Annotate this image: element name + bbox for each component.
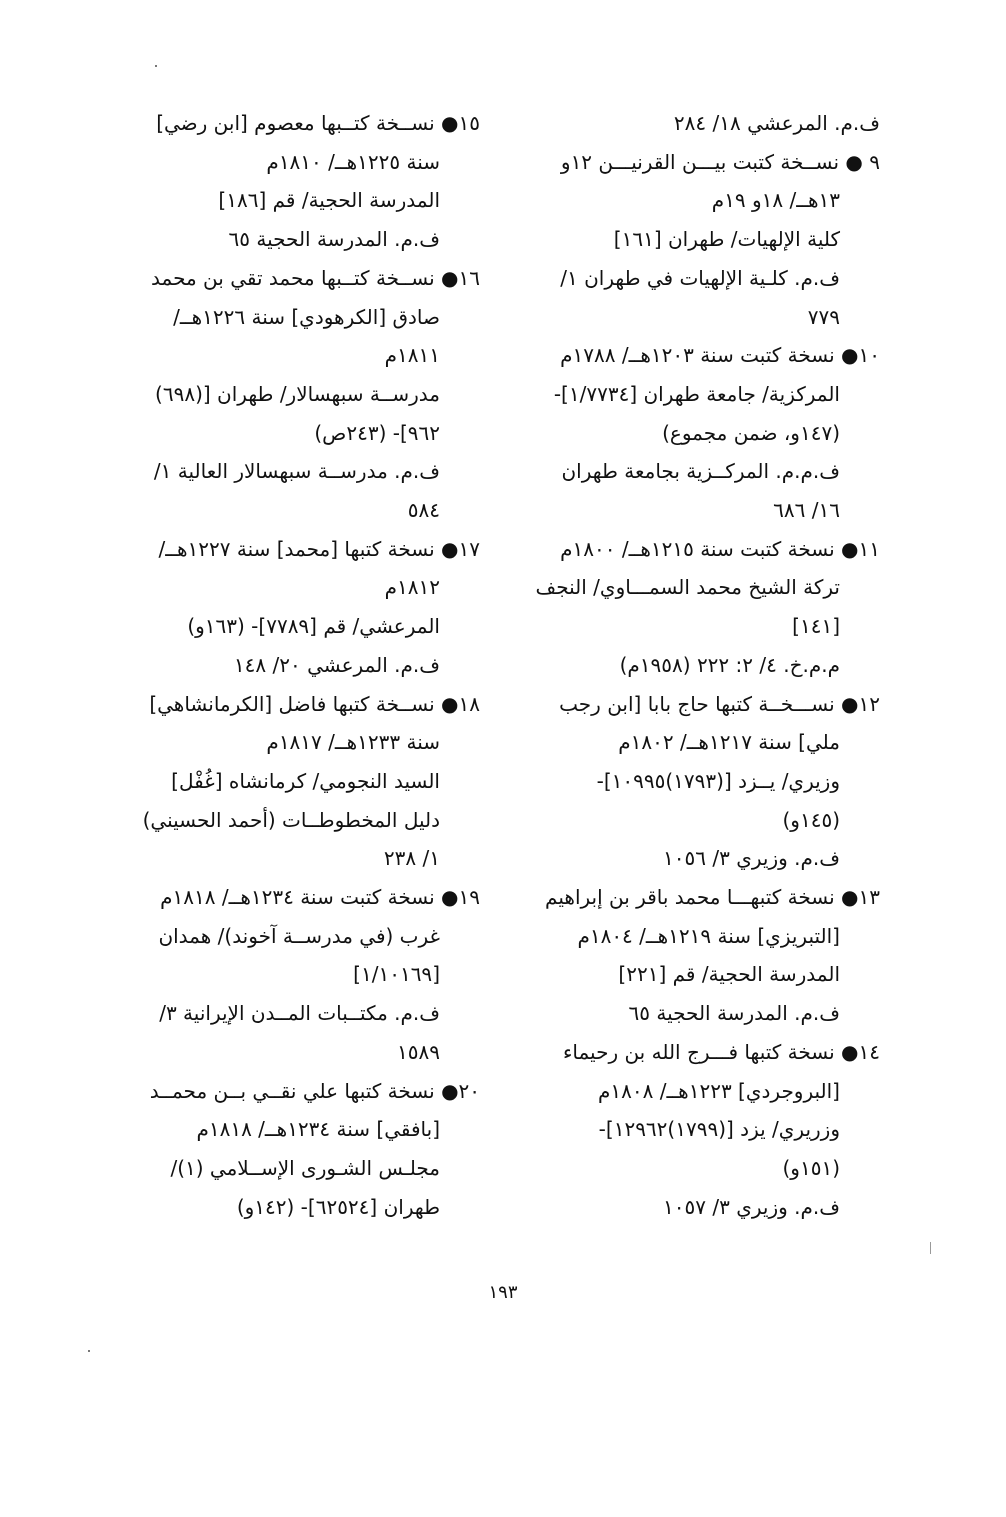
page-number: ١٩٣ xyxy=(488,1282,518,1303)
leading-reference xyxy=(535,104,880,143)
entry-line: م.م.خ. ٤/ ٢: ٢٢٢ (١٩٥٨م) xyxy=(619,652,840,677)
entry-heading-line: ١٩● نسخة كتبت سنة ١٢٣٤هــ/ ١٨١٨م xyxy=(160,885,480,910)
entry-line: المركزية/ جامعة طهران [١/٧٧٣٤]- xyxy=(553,381,840,406)
entry-line: ف.م.م. المركــزية بجامعة طهران xyxy=(561,459,840,484)
entry-line: مدرســة سبهسالار/ طهران [(٦٩٨) xyxy=(155,381,440,406)
entry-line: ف.م. مكتــبات المــدن الإيرانية ٣/ xyxy=(159,1001,440,1026)
entry-heading-line: ١٤● نسخة كتبها فـــرج الله بن رحيماء xyxy=(562,1039,880,1064)
entry-line: ف.م. وزيري ٣/ ١٠٥٧ xyxy=(663,1194,840,1219)
entry-line: ١/ ٢٣٨ xyxy=(383,846,440,871)
entry-line: ١٦/ ٦٨٦ xyxy=(773,498,840,523)
manuscript-entry xyxy=(135,1072,480,1227)
entry-heading-line: ١٦● نســخة كتــبها محمد تقي بن محمد xyxy=(151,265,480,290)
entry-line: [التبريزي] سنة ١٢١٩هــ/ ١٨٠٤م xyxy=(577,923,840,948)
entry-line: ٥٨٤ xyxy=(407,498,440,523)
manuscript-entry xyxy=(135,878,480,1072)
entry-line: [١/١٠١٦٩] xyxy=(353,962,440,987)
entry-line: ٩٦٢]- (٢٤٣ص) xyxy=(314,420,440,445)
entry-line: ٧٧٩ xyxy=(807,304,840,329)
manuscript-entry xyxy=(535,143,880,337)
entry-line: السيد النجومي/ كرمانشاه [غُفْل] xyxy=(171,768,440,793)
entry-line: [١٤١] xyxy=(792,614,840,639)
entry-heading-line: ١٠● نسخة كتبت سنة ١٢٠٣هــ/ ١٧٨٨م xyxy=(560,343,880,368)
entry-line: دليل المخطوطــات (أحمد الحسيني) xyxy=(142,807,440,832)
entry-line: ف.م. كلـية الإلهيات في طهران ١/ xyxy=(560,265,840,290)
entry-line: وزريري/ يزد [(١٧٩٩)١٢٩٦٢]- xyxy=(598,1117,840,1142)
manuscript-entry xyxy=(135,259,480,530)
entry-line: ١٨١١م xyxy=(384,343,440,368)
entry-line: ملي] سنة ١٢١٧هــ/ ١٨٠٢م xyxy=(618,730,840,755)
entry-heading-line: ٢٠● نسخة كتبها علي نقــي بــن محمــد xyxy=(149,1078,480,1103)
entry-line: وزيري/ يــزد [(١٧٩٣)١٠٩٩٥]- xyxy=(596,768,840,793)
right-column xyxy=(535,104,880,1226)
manuscript-entry xyxy=(135,104,480,259)
entry-line: ف.م. المرعشي ٢٠/ ١٤٨ xyxy=(233,652,440,677)
entry-heading-line: ١٢● نســـخــة كتبها حاج بابا [ابن رجب xyxy=(559,691,880,716)
entry-line: ف.م. وزيري ٣/ ١٠٥٦ xyxy=(663,846,840,871)
entry-line: المرعشي/ قم [٧٧٨٩]- (١٦٣و) xyxy=(187,614,440,639)
entry-line: ١٥٨٩ xyxy=(397,1039,440,1064)
scan-speck xyxy=(88,1350,90,1352)
entry-line: سنة ١٢٢٥هــ/ ١٨١٠م xyxy=(266,149,440,174)
entry-line: غرب (في مدرســة آخوند)/ همدان xyxy=(158,923,440,948)
entry-line: (١٥١و) xyxy=(782,1155,840,1180)
entry-line: طهران [٦٢٥٢٤]- (١٤٢و) xyxy=(236,1194,440,1219)
entry-line: صادق [الكرهودي] سنة ١٢٢٦هــ/ xyxy=(173,304,440,329)
entry-line: ف.م. المدرسة الحجية ٦٥ xyxy=(228,227,440,252)
entry-heading-line: ١٣● نسخة كتبهـــا محمد باقر بن إبراهيم xyxy=(545,885,880,910)
entry-line: المدرسة الحجية/ قم [٢٢١] xyxy=(618,962,840,987)
scan-mark xyxy=(930,1242,931,1254)
entry-line: كلية الإلهيات/ طهران [١٦١] xyxy=(613,227,840,252)
entry-line: (١٤٧و، ضمن مجموع) xyxy=(662,420,840,445)
entry-line: [بافقي] سنة ١٢٣٤هــ/ ١٨١٨م xyxy=(196,1117,440,1142)
manuscript-entry xyxy=(135,685,480,879)
entry-heading-line: ١٨● نســخة كتبها فاضل [الكرمانشاهي] xyxy=(149,691,480,716)
entry-line: [البروجردي] ١٢٢٣هــ/ ١٨٠٨م xyxy=(597,1078,840,1103)
manuscript-entry xyxy=(535,530,880,685)
manuscript-entry xyxy=(535,685,880,879)
manuscript-entry xyxy=(535,336,880,530)
scan-speck xyxy=(155,65,157,67)
entry-line: سنة ١٢٣٣هــ/ ١٨١٧م xyxy=(266,730,440,755)
entry-line: تركة الشيخ محمد السمـــاوي/ النجف xyxy=(535,575,840,600)
reference-line: ف.م. المرعشي ١٨/ ٢٨٤ xyxy=(673,111,880,135)
manuscript-entry xyxy=(535,1033,880,1227)
manuscript-entry xyxy=(535,878,880,1033)
entry-line: ف.م. المدرسة الحجية ٦٥ xyxy=(628,1001,840,1026)
entry-heading-line: ١١● نسخة كتبت سنة ١٢١٥هــ/ ١٨٠٠م xyxy=(560,536,880,561)
entry-heading-line: ٩ ● نســخة كتبت بيـــن القرنيـــن ١٢و xyxy=(560,149,880,174)
entry-heading-line: ١٧● نسخة كتبها [محمد] سنة ١٢٢٧هــ/ xyxy=(158,536,480,561)
entry-line: مجلـس الشـورى الإســلامي (١)/ xyxy=(170,1155,440,1180)
entry-line: (١٤٥و) xyxy=(782,807,840,832)
entry-line: ١٨١٢م xyxy=(384,575,440,600)
entry-line: ١٣هــ/ ١٨و ١٩م xyxy=(711,188,840,213)
entry-line: ف.م. مدرســة سبهسالار العالية ١/ xyxy=(153,459,440,484)
entry-heading-line: ١٥● نســخة كتــبها معصوم [ابن رضي] xyxy=(156,111,480,135)
left-column xyxy=(135,104,480,1226)
entry-line: المدرسة الحجية/ قم [١٨٦] xyxy=(218,188,440,213)
manuscript-entry xyxy=(135,530,480,685)
